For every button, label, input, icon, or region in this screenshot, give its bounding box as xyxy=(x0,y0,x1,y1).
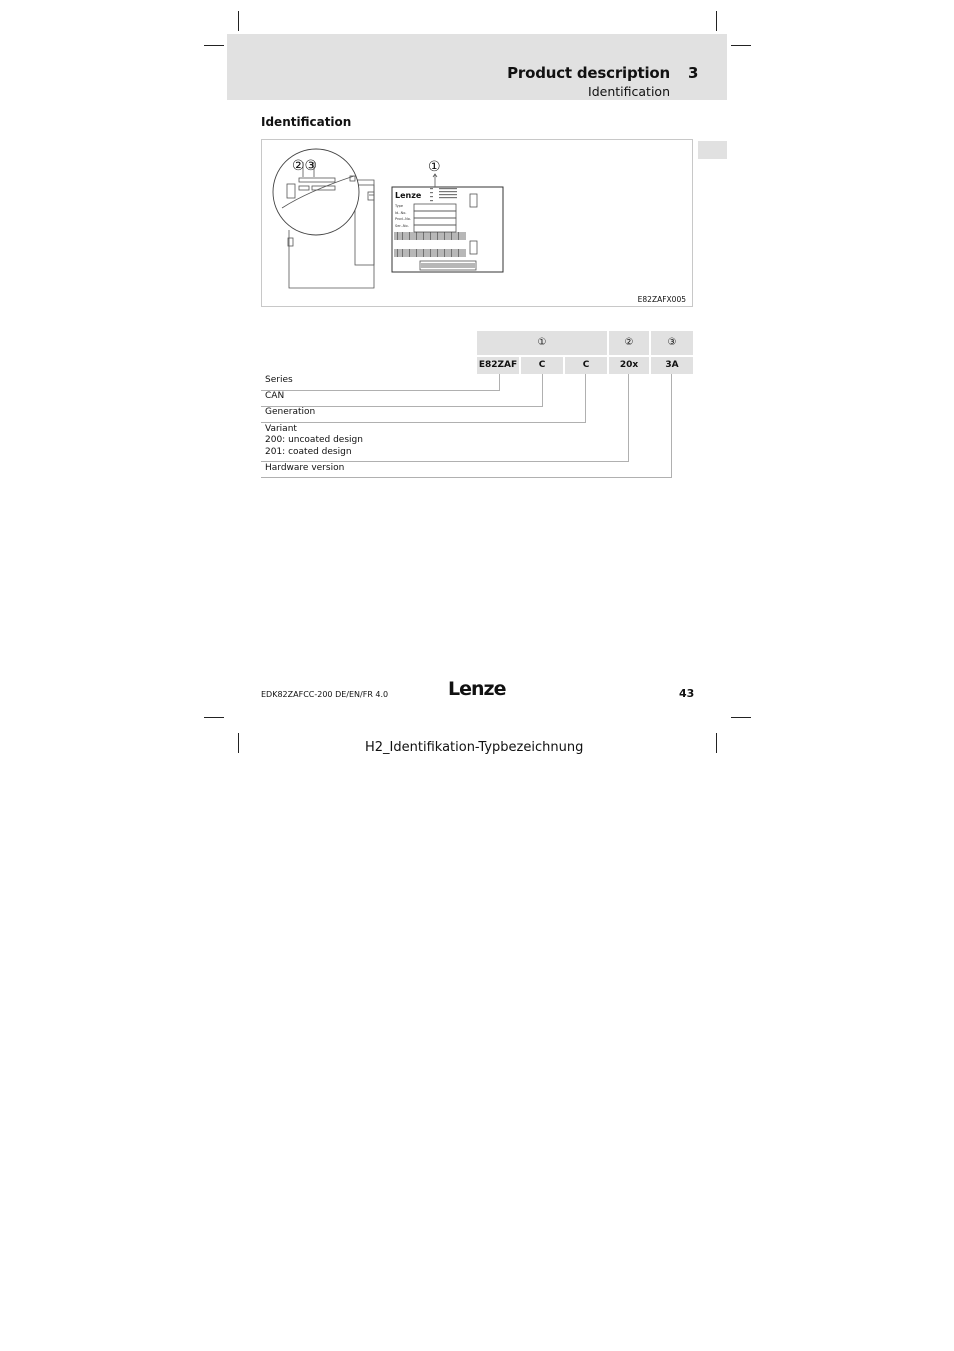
footer-doc-id: EDK82ZAFCC-200 DE/EN/FR 4.0 xyxy=(261,690,389,699)
nameplate-field-label: Id.-No. xyxy=(395,211,407,215)
nameplate-field-label: Prod.-No. xyxy=(395,217,411,221)
crop-mark xyxy=(731,717,751,718)
crop-mark xyxy=(716,11,717,31)
label-hardware: Hardware version xyxy=(265,463,345,473)
lenze-logo: Lenze xyxy=(448,678,506,700)
type-code-cell: 20x xyxy=(609,357,649,374)
crop-mark xyxy=(238,733,239,753)
crop-mark xyxy=(716,733,717,753)
type-code-cell: 3A xyxy=(651,357,693,374)
type-code-cell: E82ZAF xyxy=(477,357,519,374)
page-number: 43 xyxy=(679,687,695,700)
type-code-marker-3: ③ xyxy=(651,331,693,355)
side-tab xyxy=(698,141,727,159)
label-variant-200: 200: uncoated design xyxy=(265,435,363,445)
nameplate-illustration xyxy=(262,140,692,306)
label-variant: Variant xyxy=(265,424,297,434)
file-caption: H2_Identifikation-Typbezeichnung xyxy=(365,740,584,755)
type-code-cell: C xyxy=(565,357,607,374)
crop-mark xyxy=(731,45,751,46)
crop-mark xyxy=(204,45,224,46)
label-can: CAN xyxy=(265,391,285,401)
type-code-cell: C xyxy=(521,357,563,374)
chapter-title: Product description xyxy=(507,64,670,82)
chapter-number: 3 xyxy=(688,64,699,82)
type-code-marker-2: ② xyxy=(609,331,649,355)
crop-mark xyxy=(238,11,239,31)
callout-2-3: ②③ xyxy=(292,158,318,174)
nameplate-field-label: Ser.-No. xyxy=(395,224,409,228)
section-heading: Identification xyxy=(261,115,352,129)
label-generation: Generation xyxy=(265,407,316,417)
figure-code: E82ZAFX005 xyxy=(637,295,686,304)
nameplate-field-label: Type xyxy=(395,204,404,208)
label-variant-201: 201: coated design xyxy=(265,447,352,457)
crop-mark xyxy=(204,717,224,718)
callout-1: ① xyxy=(428,159,441,175)
type-code-marker-1: ① xyxy=(477,331,607,355)
nameplate-brand: Lenze xyxy=(395,191,422,200)
label-series: Series xyxy=(265,375,293,385)
chapter-subtitle: Identification xyxy=(588,84,670,99)
